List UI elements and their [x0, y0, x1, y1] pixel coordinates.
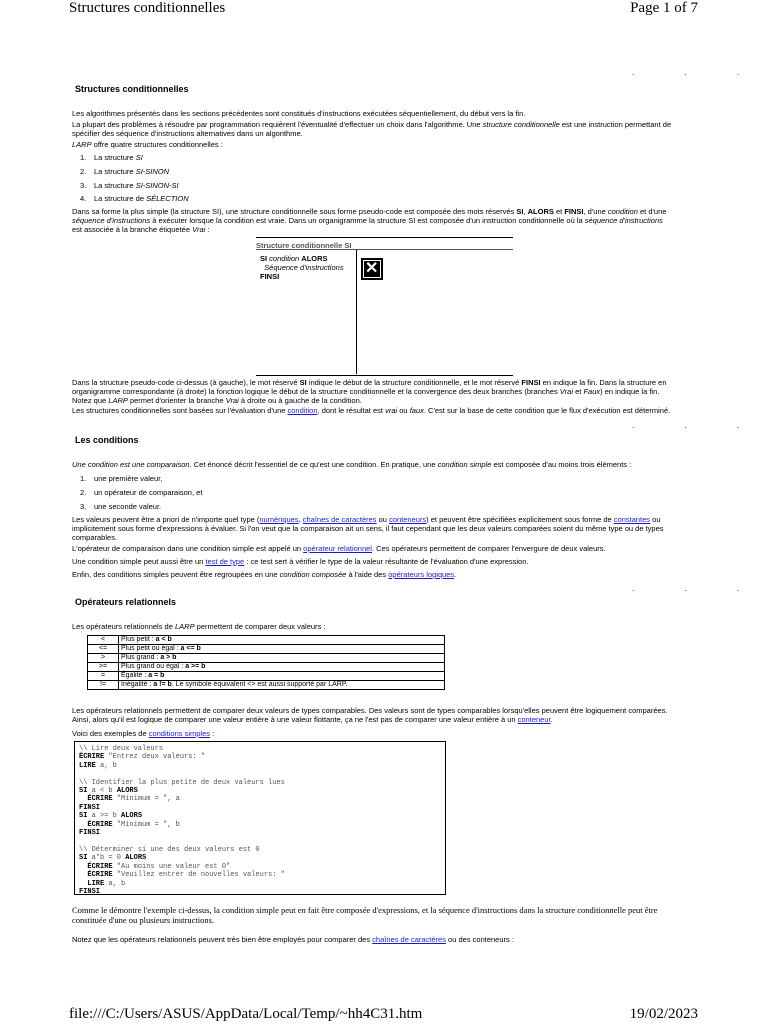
code-line: SI a*b = 0 ALORS — [79, 854, 147, 863]
code-line: ÉCRIRE "Minimum = ", a — [79, 795, 180, 804]
link-chaines[interactable]: chaînes de caractères — [302, 515, 377, 524]
paragraph: Les structures conditionnelles sont basées sur l'évaluation d'une condition, dont le résultat est vrai ou faux. C'est sur la base de cette condition que le flux d'exécution est déterminé. — [72, 406, 671, 415]
code-line — [79, 770, 445, 778]
paragraph: La plupart des problèmes à résoudre par programmation requièrent l'éventualité d'effectuer un choix dans l'algorithme. Une structure conditionnelle est une instruction permettant de spécifier des séquence d'instructions alternatives dans un algorithme. — [72, 120, 672, 138]
caption-divider — [256, 249, 513, 250]
list-item: 1. une première valeur, — [80, 474, 163, 483]
link-chaines-de-caracteres[interactable]: chaînes de caractères — [372, 935, 446, 944]
link-operateurs-logiques[interactable]: opérateurs logiques — [388, 570, 455, 579]
column-divider — [356, 250, 357, 374]
pseudo-code: SI condition ALORS Séquence d'instructions FINSI — [260, 254, 344, 281]
paragraph: LARP offre quatre structures conditionnelles : — [72, 140, 223, 149]
paragraph: Une condition est une comparaison. Cet énoncé décrit l'essentiel de ce qu'est une condition. En pratique, une condition simple est composée d'au moins trois éléments : — [72, 460, 632, 469]
code-line: ÉCRIRE "Veuillez entrer de nouvelles valeurs: " — [79, 871, 285, 880]
code-line: FINSI — [79, 829, 101, 838]
code-line — [79, 837, 445, 845]
table-row: != Inégalité : a != b. Le symbole équivalent <> est aussi supporté par LARP. — [88, 681, 445, 690]
link-constantes[interactable]: constantes — [613, 515, 651, 524]
list-item: 3. une seconde valeur. — [80, 502, 162, 511]
list-item: 1. La structure SI — [80, 153, 143, 162]
header-title: Structures conditionnelles — [69, 0, 226, 16]
link-test-de-type[interactable]: test de type — [205, 557, 245, 566]
code-example — [74, 741, 446, 895]
relational-operators-table — [87, 635, 445, 690]
list-item: 3. La structure SI-SINON-SI — [80, 181, 179, 190]
link-condition[interactable]: condition — [287, 406, 318, 415]
paragraph: Les opérateurs relationnels de LARP permettent de comparer deux valeurs : — [72, 622, 326, 631]
section-heading: Structures conditionnelles — [75, 84, 189, 94]
link-numeriques[interactable]: numériques — [259, 515, 299, 524]
code-line: LIRE a, b — [79, 761, 117, 770]
nav-dots: . . . — [632, 68, 764, 77]
box-caption: Structure conditionnelle SI — [256, 241, 352, 250]
page-header — [0, 0, 768, 22]
code-line: SI a >= b ALORS — [79, 812, 143, 821]
paragraph: Dans la structure pseudo-code ci-dessus (à gauche), le mot réservé SI indique le début de la structure conditionnelle, et le mot réservé FINSI en indique la fin. Dans la structure en organigramme correspondante (à droite) la fonction logique le début de la structure conditionnelle et la convergence des deux branches (branches Vrai et Faux) en indique la fin. Notez que LARP permet d'orienter la branche Vrai à droite ou à gauche de la condition. — [72, 378, 667, 405]
paragraph: Enfin, des conditions simples peuvent être regroupées en une condition composée à l'aide des opérateurs logiques. — [72, 570, 457, 579]
paragraph: Une condition simple peut aussi être un test de type : ce test sert à vérifier le type de la valeur résultante de l'évaluation d'une expression. — [72, 557, 529, 566]
code-line: LIRE a, b — [79, 879, 126, 888]
paragraph: L'opérateur de comparaison dans une condition simple est appelé un opérateur relationnel. Ces opérateurs permettent de comparer l'envergure de deux valeurs. — [72, 544, 606, 553]
paragraph: Dans sa forme la plus simple (la structure SI), une structure conditionnelle sous forme pseudo-code est composée des mots réservés SI, ALORS et FINSI, d'une condition et d'une séquence d'instructions à exécuter lorsque la condition est vraie. Dans un organigramme la structure SI est composée d'un instruction conditionnelle où la séquence d'instructions est associée à la branche étiquetée Vrai : — [72, 207, 667, 234]
table-row: <= Plus petit ou égal : a <= b — [88, 645, 445, 654]
link-conteneur[interactable]: conteneur — [517, 715, 551, 724]
code-line: SI a < b ALORS — [79, 787, 138, 796]
link-conteneurs[interactable]: conteneurs — [389, 515, 427, 524]
section-heading: Opérateurs relationnels — [75, 597, 177, 607]
nav-dots: . . . — [632, 421, 764, 430]
header-page-number: Page 1 of 7 — [630, 0, 698, 16]
structure-si-box — [256, 237, 513, 376]
link-operateur-relationnel[interactable]: opérateur relationnel — [303, 544, 372, 553]
link-conditions-simples[interactable]: conditions simples — [148, 729, 210, 738]
table-row: = Égalité : a = b — [88, 672, 445, 681]
table-row: >= Plus grand ou égal : a >= b — [88, 663, 445, 672]
broken-image-icon: ✕ — [361, 258, 383, 280]
paragraph: Notez que les opérateurs relationnels peuvent très bien être employés pour comparer des chaînes de caractères ou des conteneurs : — [72, 935, 514, 944]
paragraph: Voici des exemples de conditions simples : — [72, 729, 215, 738]
paragraph: Comme le démontre l'exemple ci-dessus, la condition simple peut en fait être composée d'expressions, et la séquence d'instructions dans la structure conditionnelle peut être constituée d'une ou plusieurs instructions. — [72, 905, 658, 925]
paragraph: Les opérateurs relationnels permettent de comparer deux valeurs de types comparables. Des valeurs sont de types comparables lorsqu'elles peuvent être logiquement comparées. — [72, 706, 668, 715]
footer-file-path: file:///C:/Users/ASUS/AppData/Local/Temp/~hh4C31.htm — [69, 1006, 423, 1022]
nav-dots: . . . — [632, 584, 764, 593]
code-line: \\ Identifier la plus petite de deux valeurs lues — [79, 778, 285, 787]
list-item: 2. un opérateur de comparaison, et — [80, 488, 203, 497]
list-item: 4. La structure de SÉLECTION — [80, 194, 189, 203]
code-line: \\ Déterminer si une des deux valeurs est 0 — [79, 845, 260, 854]
code-line: ÉCRIRE "Minimum = ", b — [79, 820, 180, 829]
code-line: ÉCRIRE "Au moins une valeur est 0" — [79, 862, 231, 871]
code-line: FINSI — [79, 803, 101, 812]
list-item: 2. La structure SI-SINON — [80, 167, 170, 176]
paragraph: Les valeurs peuvent être a priori de n'importe quel type (numériques, chaînes de caractères ou conteneurs) et peuvent être spécifiées explicitement sous forme de constantes ou implicitement sous forme d'expressions à évaluer. Si l'on veut que la comparaison ait un sens, il faut cependant que les deux valeurs comparées soient du même type ou de types comparables. — [72, 515, 664, 542]
table-row: < Plus petit : a < b — [88, 636, 445, 645]
footer-date: 19/02/2023 — [629, 1006, 698, 1022]
paragraph: Ainsi, alors qu'il est logique de comparer une valeur entière à une valeur flottante, ça ne l'est pas de comparer une valeur entière à un conteneur. — [72, 715, 553, 724]
code-line: FINSI — [79, 887, 101, 896]
code-line: \\ Lire deux valeurs — [79, 745, 164, 753]
table-row: > Plus grand : a > b — [88, 654, 445, 663]
code-line: ÉCRIRE "Entrez deux valeurs: " — [79, 753, 206, 762]
section-heading: Les conditions — [75, 435, 139, 445]
paragraph: Les algorithmes présentés dans les sections précédentes sont constitués d'instructions exécutées séquentiellement, du début vers la fin. — [72, 109, 526, 118]
